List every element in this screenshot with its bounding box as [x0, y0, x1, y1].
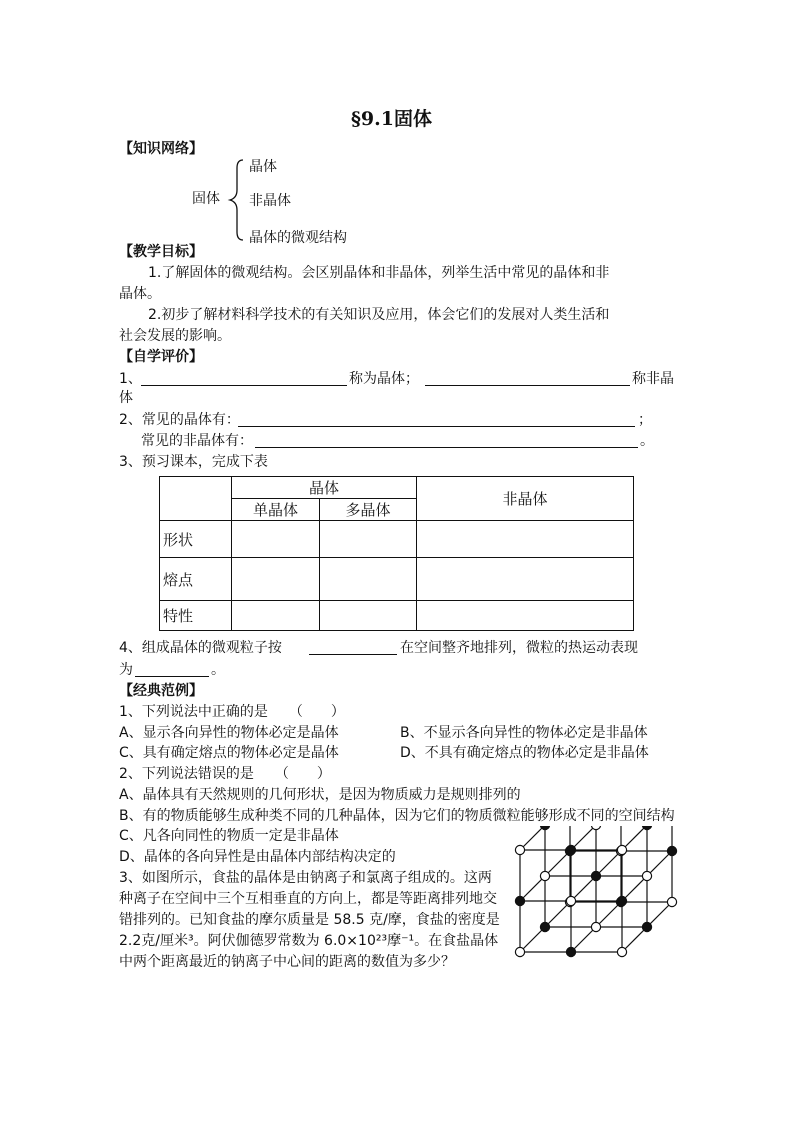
example-1-option-c[interactable]: C、具有确定熔点的物体必定是晶体 — [119, 745, 339, 761]
network-branch-crystal: 晶体 — [249, 159, 277, 175]
table-cell[interactable] — [417, 558, 634, 601]
sodium-ion — [540, 826, 549, 830]
network-branch-structure: 晶体的微观结构 — [249, 230, 347, 246]
table-cell[interactable] — [320, 601, 417, 631]
sodium-ion — [540, 922, 549, 931]
chloride-ion — [617, 845, 626, 854]
q2-amorphous-end: 。 — [640, 433, 654, 449]
sodium-ion — [566, 845, 575, 854]
example-1-option-d[interactable]: D、不具有确定熔点的物体必定是非晶体 — [400, 745, 649, 761]
q4-blank-2[interactable] — [135, 676, 209, 677]
example-3-line-1: 3、如图所示，食盐的晶体是由钠离子和氯离子组成的。这两 — [119, 870, 492, 886]
goal-1-line-1: 1.了解固体的微观结构。会区别晶体和非晶体，列举生活中常见的晶体和非 — [148, 265, 610, 281]
chloride-ion — [515, 845, 524, 854]
table-cell[interactable] — [232, 601, 320, 631]
example-2-option-b[interactable]: B、有的物质能够生成种类不同的几种晶体，因为它们的物质微粒能够形成不同的空间结构 — [119, 808, 675, 824]
chloride-ion — [617, 947, 626, 956]
goal-1-line-2: 晶体。 — [119, 286, 161, 302]
q1-end-text: 称非晶 — [632, 371, 674, 387]
example-1-option-a[interactable]: A、显示各向异性的物体必定是晶体 — [119, 725, 339, 741]
sodium-ion — [667, 846, 676, 855]
chloride-ion — [566, 896, 575, 905]
sodium-ion — [591, 871, 600, 880]
sodium-ion — [617, 896, 626, 905]
row-label-melting-point: 熔点 — [160, 558, 232, 601]
example-3-line-3: 错排列的。已知食盐的摩尔质量是 58.5 克/摩，食盐的密度是 — [119, 912, 500, 928]
example-2-question: 2、下列说法错误的是 （ ） — [119, 766, 331, 782]
section-heading-goals: 【教学目标】 — [119, 244, 203, 260]
table-cell[interactable] — [232, 558, 320, 601]
q4-blank-1[interactable] — [309, 654, 397, 655]
chloride-ion — [591, 826, 600, 830]
table-cell[interactable] — [320, 558, 417, 601]
table-cell[interactable] — [417, 521, 634, 558]
header-crystal: 晶体 — [232, 477, 417, 499]
q4-text-middle: 在空间整齐地排列，微粒的热运动表现 — [400, 640, 638, 656]
q1-blank-2[interactable] — [425, 385, 630, 386]
chloride-ion — [515, 947, 524, 956]
section-heading-self: 【自学评价】 — [119, 349, 203, 365]
example-3-line-4: 2.2克/厘米³。阿伏伽德罗常数为 6.0×10²³摩⁻¹。在食盐晶体 — [119, 933, 499, 949]
example-1-question: 1、下列说法中正确的是 （ ） — [119, 704, 345, 720]
section-heading-examples: 【经典范例】 — [119, 683, 203, 699]
example-3-line-2: 种离子在空间中三个互相垂直的方向上，都是等距离排列地交 — [119, 891, 497, 907]
sodium-ion — [642, 922, 651, 931]
q4-text-wei: 为 — [119, 662, 133, 678]
chloride-ion — [591, 922, 600, 931]
q2-crystal-end: ； — [638, 412, 652, 428]
q4-text-start: 4、组成晶体的微观粒子按 — [119, 640, 282, 656]
q2-amorphous-label: 常见的非晶体有： — [141, 433, 253, 449]
example-3-line-5: 中两个距离最近的钠离子中心间的距离的数值为多少？ — [119, 954, 455, 970]
q2-amorphous-blank[interactable] — [255, 447, 638, 448]
chloride-ion — [667, 897, 676, 906]
sodium-ion — [642, 826, 651, 830]
goal-2-line-1: 2.初步了解材料科学技术的有关知识及应用，体会它们的发展对人类生活和 — [148, 307, 610, 323]
section-heading-network: 【知识网络】 — [119, 141, 203, 157]
sodium-ion — [566, 947, 575, 956]
preview-table — [159, 476, 634, 631]
q2-crystal-label: 2、常见的晶体有： — [119, 412, 240, 428]
row-label-shape: 形状 — [160, 521, 232, 558]
sodium-ion — [515, 896, 524, 905]
header-amorphous: 非晶体 — [417, 477, 634, 521]
q1-number: 1、 — [119, 371, 142, 387]
table-cell[interactable] — [417, 601, 634, 631]
chloride-ion — [642, 871, 651, 880]
example-2-option-c[interactable]: C、凡各向同性的物质一定是非晶体 — [119, 828, 339, 844]
row-label-property: 特性 — [160, 601, 232, 631]
table-cell[interactable] — [232, 521, 320, 558]
q2-crystal-blank[interactable] — [238, 426, 635, 427]
q1-blank-1[interactable] — [141, 385, 347, 386]
goal-2-line-2: 社会发展的影响。 — [119, 328, 231, 344]
nacl-lattice-figure — [508, 826, 704, 1016]
q1-tail-text: 体 — [119, 390, 133, 406]
q1-mid-text: 称为晶体； — [349, 371, 419, 387]
example-2-option-a[interactable]: A、晶体具有天然规则的几何形状，是因为物质威力是规则排列的 — [119, 787, 521, 803]
table-corner-cell — [160, 477, 232, 521]
page-title: §9.1固体 — [351, 108, 432, 130]
network-branch-amorphous: 非晶体 — [249, 193, 291, 209]
q4-text-end: 。 — [211, 662, 225, 678]
curly-brace-icon — [226, 158, 246, 242]
network-root: 固体 — [192, 191, 220, 207]
q3-instruction: 3、预习课本，完成下表 — [119, 454, 268, 470]
chloride-ion — [540, 871, 549, 880]
header-single-crystal: 单晶体 — [232, 499, 320, 521]
example-2-option-d[interactable]: D、晶体的各向异性是由晶体内部结构决定的 — [119, 849, 396, 865]
header-polycrystal: 多晶体 — [320, 499, 417, 521]
example-1-option-b[interactable]: B、不显示各向异性的物体必定是非晶体 — [400, 725, 648, 741]
table-cell[interactable] — [320, 521, 417, 558]
